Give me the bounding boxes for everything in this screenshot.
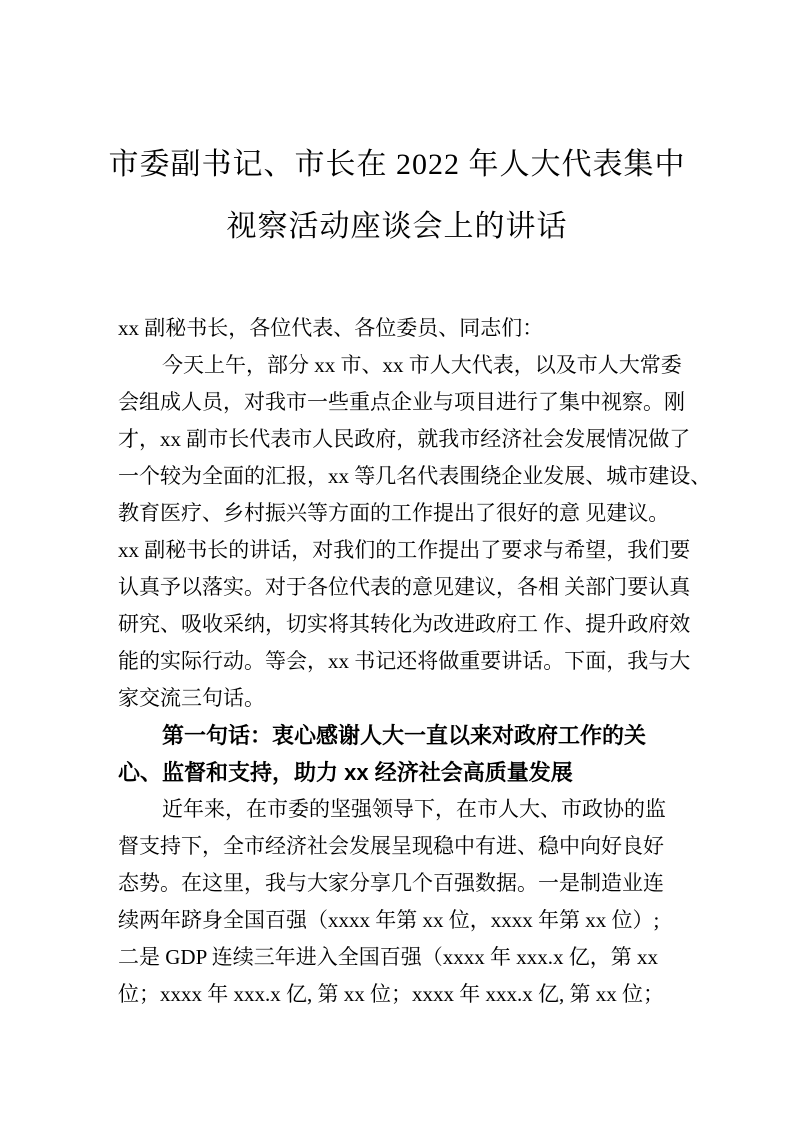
- text-line: 认真予以落实。对于各位代表的意见建议，各相 关部门要认真: [118, 575, 691, 599]
- text-line: 态势。在这里，我与大家分享几个百强数据。一是制造业连: [118, 871, 664, 895]
- text-line: 会组成人员，对我市一些重点企业与项目进行了集中视察。刚: [118, 390, 685, 414]
- text-line: 研究、吸收采纳，切实将其转化为改进政府工 作、提升政府效: [118, 612, 691, 636]
- text-line: 教育医疗、乡村振兴等方面的工作提出了很好的意 见建议。: [118, 501, 670, 525]
- document-body: [118, 310, 712, 1013]
- document-title-line-2: 视察活动座谈会上的讲话: [226, 210, 568, 243]
- document-title-line-1: 市委副书记、市长在 2022 年人大代表集中: [108, 148, 686, 181]
- text-line: xx 副秘书长的讲话，对我们的工作提出了要求与希望，我们要: [118, 538, 691, 562]
- text-line: 近年来，在市委的坚强领导下，在市人大、市政协的监: [162, 797, 666, 821]
- document-title: [60, 134, 734, 258]
- heading-line: 心、监督和支持，助力 xx 经济社会高质量发展: [118, 760, 573, 785]
- text-line: 督支持下，全市经济社会发展呈现稳中有进、稳中向好良好: [118, 834, 664, 858]
- text-line: 续两年跻身全国百强（xxxx 年第 xx 位，xxxx 年第 xx 位）;: [118, 908, 660, 932]
- text-line: xx 副秘书长，各位代表、各位委员、同志们：: [118, 316, 544, 340]
- text-line: 才，xx 副市长代表市人民政府，就我市经济社会发展情况做了: [118, 427, 691, 451]
- heading-line: 第一句话：衷心感谢人大一直以来对政府工作的关: [162, 723, 647, 748]
- text-line: 一个较为全面的汇报，xx 等几名代表围绕企业发展、城市建设、: [118, 464, 712, 488]
- text-line: 家交流三句话。: [118, 686, 265, 710]
- text-line: 今天上午，部分 xx 市、xx 市人大代表，以及市人大常委: [162, 353, 682, 377]
- text-line: 位；xxxx 年 xxx.x 亿, 第 xx 位；xxxx 年 xxx.x 亿, 第 xx 位；: [118, 982, 664, 1006]
- text-line: 二是 GDP 连续三年进入全国百强（xxxx 年 xxx.x 亿，第 xx: [118, 945, 658, 969]
- text-line: 能的实际行动。等会，xx 书记还将做重要讲话。下面，我与大: [118, 649, 691, 673]
